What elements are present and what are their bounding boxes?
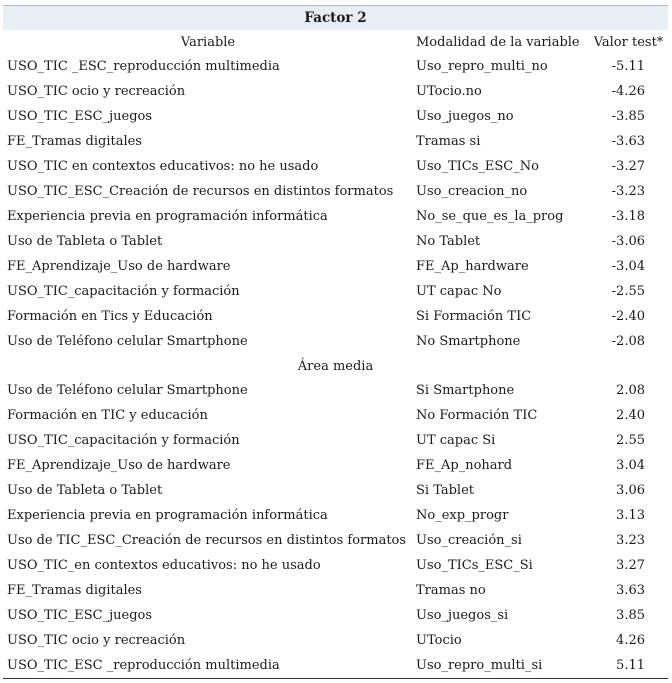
cell-value: 2.40 [616, 408, 645, 423]
cell-variable: FE_Tramas digitales [7, 134, 142, 149]
cell-modality: No Formación TIC [416, 408, 538, 423]
table-row [3, 653, 668, 678]
table-row [3, 279, 668, 304]
cell-value: -4.26 [611, 84, 645, 99]
cell-variable: USO_TIC_ESC_Creación de recursos en distintos formatos [7, 184, 394, 199]
cell-variable: Uso de TIC_ESC_Creación de recursos en distintos formatos [7, 533, 407, 548]
factor-table [3, 5, 668, 679]
cell-modality: UTocio.no [416, 84, 482, 99]
cell-modality: Uso_creación_si [416, 533, 522, 548]
header-value: Valor test* [593, 34, 664, 50]
table-row [3, 628, 668, 653]
cell-variable: FE_Aprendizaje_Uso de hardware [7, 458, 231, 473]
cell-value: -2.40 [611, 309, 645, 324]
table-row [3, 528, 668, 553]
cell-modality: UT capac Si [416, 433, 496, 448]
cell-variable: USO_TIC_ESC_juegos [7, 109, 153, 124]
cell-modality: No Tablet [416, 234, 481, 249]
cell-variable: Uso de Tableta o Tablet [7, 483, 163, 498]
cell-variable: FE_Aprendizaje_Uso de hardware [7, 259, 231, 274]
cell-variable: USO_TIC ocio y recreación [7, 84, 186, 99]
cell-value: 4.26 [616, 633, 645, 648]
table-row [3, 54, 668, 79]
cell-value: 2.55 [616, 433, 645, 448]
cell-variable: Uso de Tableta o Tablet [7, 234, 163, 249]
group-a-rows [3, 54, 668, 354]
cell-value: -2.55 [611, 284, 645, 299]
table-row [3, 428, 668, 453]
cell-value: 2.08 [616, 383, 645, 398]
cell-modality: Uso_TICs_ESC_No [416, 159, 539, 174]
cell-value: -3.06 [611, 234, 645, 249]
cell-variable: USO_TIC_ESC_juegos [7, 608, 153, 623]
cell-modality: Si Tablet [416, 483, 475, 498]
cell-value: -3.18 [611, 209, 645, 224]
cell-value: -5.11 [611, 59, 645, 74]
cell-value: -3.23 [611, 184, 645, 199]
cell-variable: USO_TIC_capacitación y formación [7, 284, 240, 299]
header-variable: Variable [180, 34, 236, 50]
cell-modality: Uso_juegos_no [416, 109, 514, 124]
cell-variable: Uso de Teléfono celular Smartphone [7, 334, 248, 349]
table-row [3, 478, 668, 503]
cell-modality: No_se_que_es_la_prog [416, 209, 564, 224]
table-row [3, 329, 668, 354]
table-row [3, 79, 668, 104]
cell-variable: USO_TIC_capacitación y formación [7, 433, 240, 448]
cell-value: 3.04 [616, 458, 645, 473]
table-row [3, 104, 668, 129]
cell-value: 3.85 [616, 608, 645, 623]
table-row [3, 154, 668, 179]
cell-value: -3.85 [611, 109, 645, 124]
cell-variable: Experiencia previa en programación informática [7, 508, 328, 523]
cell-modality: No_exp_progr [416, 508, 509, 523]
cell-variable: FE_Tramas digitales [7, 583, 142, 598]
cell-modality: Si Formación TIC [416, 309, 532, 324]
table-title: Factor 2 [3, 5, 668, 30]
header-row [3, 30, 668, 54]
cell-modality: UT capac No [416, 284, 502, 299]
table-row [3, 229, 668, 254]
cell-modality: UTocio [416, 633, 462, 648]
cell-value: 3.27 [616, 558, 645, 573]
cell-variable: USO_TIC ocio y recreación [7, 633, 186, 648]
section-label: Área media [297, 358, 374, 374]
cell-value: -3.63 [611, 134, 645, 149]
table-row [3, 453, 668, 478]
cell-value: 3.06 [616, 483, 645, 498]
cell-modality: Uso_repro_multi_si [416, 658, 543, 673]
table-row [3, 254, 668, 279]
cell-value: 3.23 [616, 533, 645, 548]
table-row [3, 578, 668, 603]
group-b-rows [3, 378, 668, 678]
cell-value: -2.08 [611, 334, 645, 349]
table-row [3, 378, 668, 403]
cell-modality: Tramas si [416, 134, 481, 149]
cell-value: 3.13 [616, 508, 645, 523]
cell-modality: FE_Ap_nohard [416, 458, 513, 473]
cell-modality: Uso_creacion_no [416, 184, 528, 199]
cell-modality: Tramas no [416, 583, 486, 598]
header-modality: Modalidad de la variable [416, 34, 580, 50]
cell-value: 5.11 [616, 658, 645, 673]
cell-modality: FE_Ap_hardware [416, 259, 529, 274]
cell-variable: USO_TIC _ESC_reproducción multimedia [7, 59, 280, 74]
table-row [3, 129, 668, 154]
cell-value: -3.04 [611, 259, 645, 274]
table-row [3, 403, 668, 428]
table-row [3, 553, 668, 578]
cell-variable: USO_TIC_ESC _reproducción multimedia [7, 658, 280, 673]
cell-variable: USO_TIC_en contextos educativos: no he usado [7, 558, 321, 573]
table-row [3, 503, 668, 528]
cell-variable: Uso de Teléfono celular Smartphone [7, 383, 248, 398]
cell-variable: Formación en Tics y Educación [7, 309, 213, 324]
cell-variable: Formación en TIC y educación [7, 408, 208, 423]
cell-modality: Uso_juegos_si [416, 608, 509, 623]
table-row [3, 603, 668, 628]
cell-modality: No Smartphone [416, 334, 521, 349]
cell-value: 3.63 [616, 583, 645, 598]
table-row [3, 179, 668, 204]
cell-modality: Uso_repro_multi_no [416, 59, 548, 74]
table-row [3, 204, 668, 229]
cell-modality: Uso_TICs_ESC_Si [416, 558, 533, 573]
cell-value: -3.27 [611, 159, 645, 174]
cell-variable: Experiencia previa en programación informática [7, 209, 328, 224]
cell-variable: USO_TIC en contextos educativos: no he usado [7, 159, 319, 174]
cell-modality: Si Smartphone [416, 383, 515, 398]
table-row [3, 304, 668, 329]
